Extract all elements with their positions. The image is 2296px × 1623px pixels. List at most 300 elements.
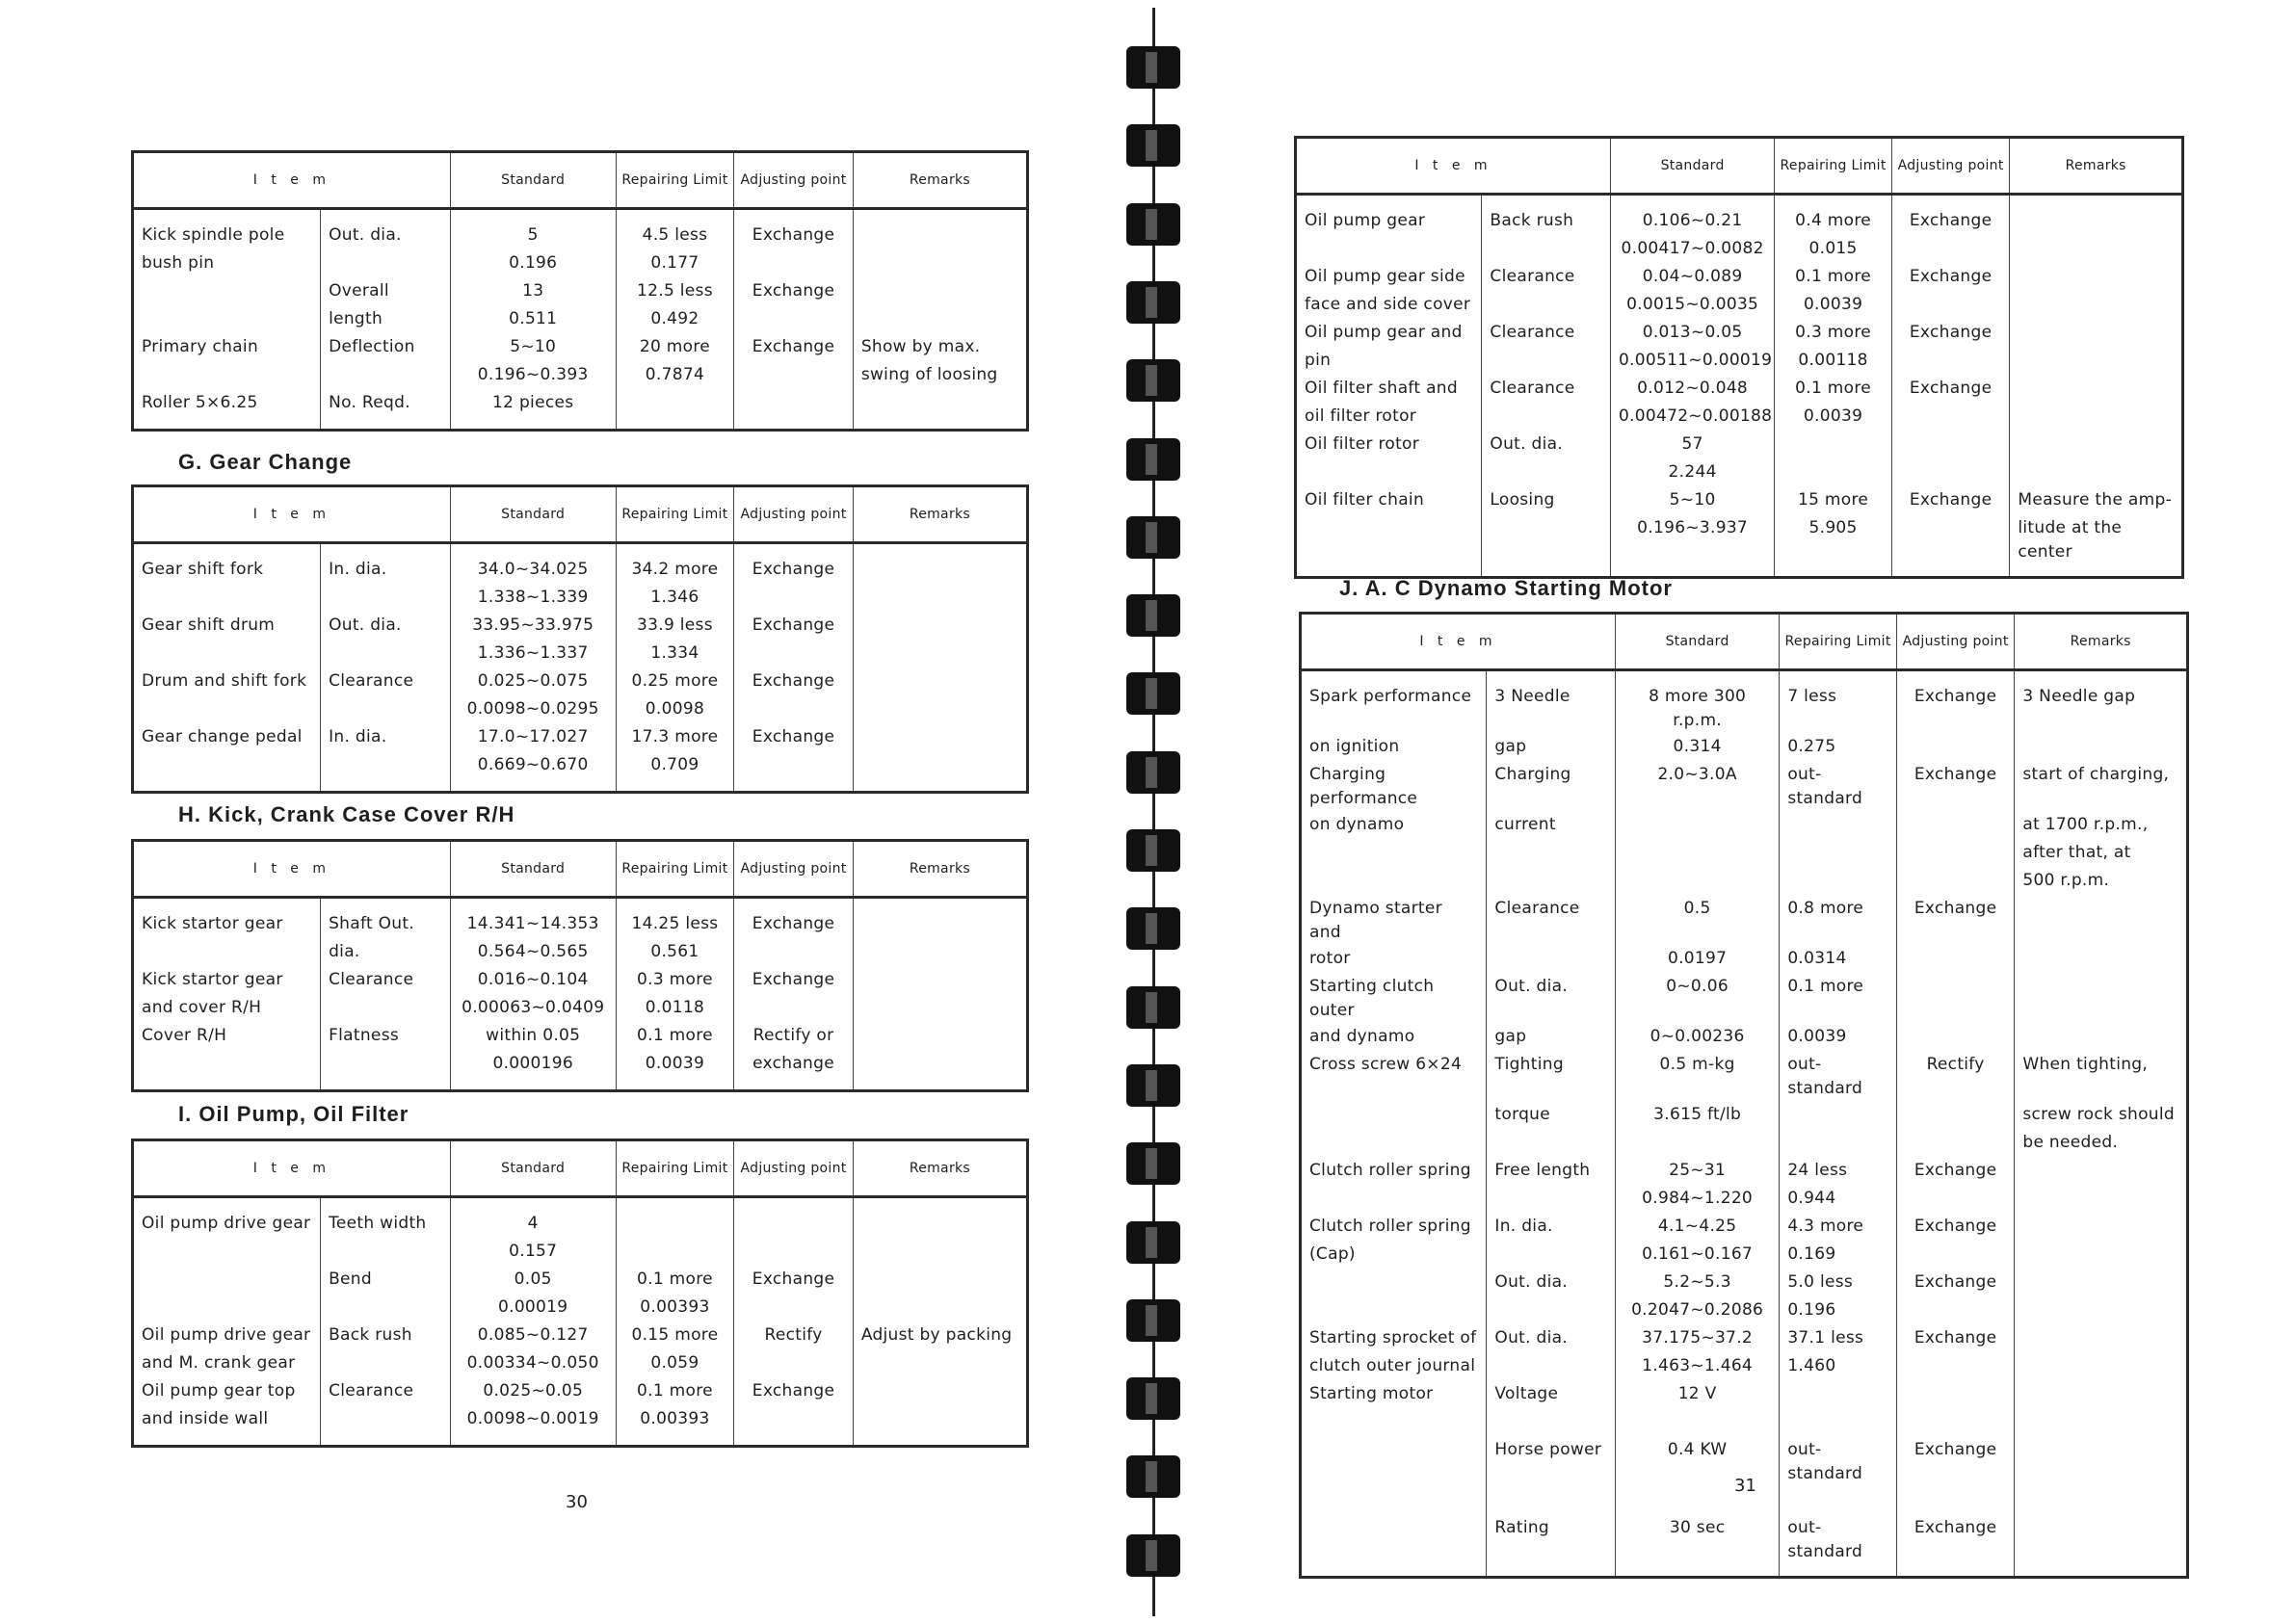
standard-cell: 8 more 300 r.p.m. <box>1615 670 1779 735</box>
standard-cell: 0.0098~0.0019 <box>450 1406 616 1447</box>
standard-cell: 25~31 <box>1615 1158 1779 1186</box>
remarks-cell <box>853 641 1027 668</box>
repairing-limit-cell: 0.15 more <box>616 1322 734 1350</box>
item-cell: clutch outer journal <box>1309 1356 1476 1375</box>
sub-item-cell: gap <box>1487 734 1616 762</box>
repairing-limit-cell: 0.0118 <box>616 995 734 1023</box>
standard-cell: 4.1~4.25 <box>1615 1214 1779 1242</box>
repairing-limit-cell: 0.0098 <box>616 696 734 724</box>
standard-cell: 0.05 <box>450 1267 616 1295</box>
repairing-limit-cell <box>1780 812 1897 840</box>
repairing-limit-cell: 0.015 <box>1775 236 1892 264</box>
adjusting-point-cell: Exchange <box>734 613 854 641</box>
remarks-cell: screw rock should <box>2015 1102 2188 1130</box>
standard-header: Standard <box>450 486 616 543</box>
right-page <box>1151 0 2296 1623</box>
adjusting-point-cell <box>1891 515 2009 578</box>
item-cell: (Cap) <box>1309 1244 1356 1264</box>
table-row <box>133 967 1028 995</box>
item-cell <box>1301 1487 1487 1515</box>
remarks-cell <box>853 1197 1027 1240</box>
remarks-header: Remarks <box>853 486 1027 543</box>
item-cell: Cross screw 6×24 <box>1309 1055 1463 1074</box>
standard-cell: 13 <box>450 278 616 306</box>
standard-cell: 0.196 <box>450 250 616 278</box>
repairing-limit-cell: 0.0039 <box>1780 1024 1897 1052</box>
standard-header: Standard <box>1615 614 1779 670</box>
table-row <box>133 1295 1028 1322</box>
header-row <box>133 841 1028 898</box>
item-cell: Oil pump gear side <box>1305 267 1465 286</box>
sub-item-cell <box>321 752 451 793</box>
remarks-cell <box>853 1378 1027 1406</box>
sub-item-cell: Free length <box>1487 1158 1616 1186</box>
repairing-limit-cell: 0.1 more <box>1775 264 1892 292</box>
repairing-limit-cell: 7 less <box>1780 670 1897 735</box>
standard-cell: 0.00334~0.050 <box>450 1350 616 1378</box>
standard-cell: 0.0197 <box>1615 946 1779 974</box>
sub-item-cell <box>321 696 451 724</box>
sub-item-cell <box>1487 840 1616 868</box>
table-f <box>131 150 1029 432</box>
table-row <box>1301 1130 2188 1158</box>
adjusting-point-cell <box>1896 840 2014 868</box>
item-cell: Starting sprocket of <box>1309 1328 1477 1348</box>
table-row <box>133 939 1028 967</box>
standard-cell: 0.016~0.104 <box>450 967 616 995</box>
sub-item-cell: Overall <box>321 278 451 306</box>
adjusting-point-cell <box>1891 292 2009 320</box>
remarks-header: Remarks <box>2015 614 2188 670</box>
standard-cell: 2.244 <box>1610 459 1774 487</box>
sub-item-cell: In. dia. <box>1487 1214 1616 1242</box>
repairing-limit-cell: 0.561 <box>616 939 734 967</box>
remarks-cell <box>853 543 1027 586</box>
section-title-j: J. A. C Dynamo Starting Motor <box>1339 576 1673 600</box>
standard-cell: 0.984~1.220 <box>1615 1186 1779 1214</box>
adjusting-point-cell <box>734 939 854 967</box>
table-row <box>133 209 1028 251</box>
adjusting-point-cell: Exchange <box>1891 264 2009 292</box>
remarks-cell <box>853 898 1027 940</box>
repairing-limit-cell: out-standard <box>1780 762 1897 812</box>
adjusting-point-cell <box>734 1406 854 1447</box>
standard-cell: 30 sec <box>1615 1515 1779 1578</box>
sub-item-cell: torque <box>1487 1102 1616 1130</box>
remarks-cell <box>2010 236 2183 264</box>
sub-item-cell: Clearance <box>321 967 451 995</box>
adjusting-point-cell <box>1891 432 2009 459</box>
table-row <box>1301 1186 2188 1214</box>
repairing-limit-cell <box>1780 1487 1897 1515</box>
table-row <box>1301 1297 2188 1325</box>
standard-cell: 0~0.00236 <box>1615 1024 1779 1052</box>
adjusting-point-cell <box>1896 1487 2014 1515</box>
table-row <box>1296 236 2183 264</box>
standard-cell: 0.012~0.048 <box>1610 376 1774 404</box>
adjusting-point-cell <box>734 752 854 793</box>
item-cell <box>1301 1102 1487 1130</box>
standard-cell: 1.463~1.464 <box>1615 1353 1779 1381</box>
standard-cell: 4 <box>450 1197 616 1240</box>
table-row <box>1296 404 2183 432</box>
header-row <box>1296 138 2183 195</box>
sub-item-cell: gap <box>1487 1024 1616 1052</box>
repairing-limit-cell <box>616 390 734 431</box>
remarks-cell <box>2015 1515 2188 1578</box>
sub-item-cell <box>1482 236 1611 264</box>
item-cell: Oil pump gear and <box>1305 323 1463 342</box>
table-g <box>131 484 1029 794</box>
repairing-limit-header: Repairing Limit <box>616 152 734 209</box>
sub-item-cell <box>1487 946 1616 974</box>
standard-cell: 5 <box>450 209 616 251</box>
table-row <box>133 1267 1028 1295</box>
sub-item-cell: Charging <box>1487 762 1616 812</box>
repairing-limit-cell: 14.25 less <box>616 898 734 940</box>
sub-item-cell: Teeth width <box>321 1197 451 1240</box>
sub-item-cell <box>321 362 451 390</box>
sub-item-cell: Back rush <box>321 1322 451 1350</box>
sub-item-cell: Out. dia. <box>321 613 451 641</box>
repairing-limit-cell: 4.3 more <box>1780 1214 1897 1242</box>
sub-item-cell <box>321 585 451 613</box>
item-cell <box>1296 515 1482 578</box>
item-cell: face and side cover <box>1305 295 1471 314</box>
remarks-cell <box>2015 1297 2188 1325</box>
adjusting-point-header: Adjusting point <box>734 1140 854 1197</box>
sub-item-cell <box>1487 1242 1616 1270</box>
item-cell: Gear shift fork <box>142 560 264 579</box>
repairing-limit-cell: out-standard <box>1780 1437 1897 1487</box>
item-cell: and inside wall <box>142 1409 269 1428</box>
item-cell: pin <box>1305 351 1332 370</box>
table-row <box>133 696 1028 724</box>
repairing-limit-cell: 4.5 less <box>616 209 734 251</box>
item-cell <box>1301 1130 1487 1158</box>
item-cell <box>133 641 321 668</box>
table-row <box>1296 376 2183 404</box>
standard-cell: 0.5 m-kg <box>1615 1052 1779 1102</box>
sub-item-cell: 3 Needle <box>1487 670 1616 735</box>
item-header: I t e m <box>133 841 451 898</box>
standard-cell: 0.157 <box>450 1239 616 1267</box>
item-cell <box>1301 1186 1487 1214</box>
sub-item-cell <box>321 1295 451 1322</box>
adjusting-point-cell: Exchange <box>1896 1437 2014 1487</box>
standard-header: Standard <box>450 1140 616 1197</box>
adjusting-point-cell: Exchange <box>734 898 854 940</box>
standard-header: Standard <box>450 841 616 898</box>
remarks-cell <box>853 1051 1027 1091</box>
repairing-limit-header: Repairing Limit <box>616 841 734 898</box>
table-row <box>1301 734 2188 762</box>
adjusting-point-cell: Exchange <box>1896 1214 2014 1242</box>
adjusting-point-cell <box>1896 1130 2014 1158</box>
repairing-limit-cell: 0.492 <box>616 306 734 334</box>
sub-item-cell <box>321 250 451 278</box>
item-cell: Oil filter rotor <box>1305 434 1420 454</box>
item-cell: on ignition <box>1309 737 1400 756</box>
repairing-limit-cell: 1.460 <box>1780 1353 1897 1381</box>
item-cell: Oil pump gear <box>1305 211 1426 230</box>
page-number-right: 31 <box>1734 1476 1756 1496</box>
sub-item-cell: Clearance <box>1482 264 1611 292</box>
repairing-limit-header: Repairing Limit <box>1775 138 1892 195</box>
adjusting-point-cell <box>1896 946 2014 974</box>
adjusting-point-header: Adjusting point <box>734 841 854 898</box>
sub-item-cell <box>1482 292 1611 320</box>
adjusting-point-cell <box>1896 734 2014 762</box>
sub-item-cell: Back rush <box>1482 195 1611 237</box>
item-cell: Oil pump drive gear <box>142 1325 311 1345</box>
table-row <box>133 1406 1028 1447</box>
adjusting-point-cell <box>1896 1353 2014 1381</box>
repairing-limit-cell: 0.3 more <box>1775 320 1892 348</box>
sub-item-cell <box>1482 459 1611 487</box>
table-row <box>133 1350 1028 1378</box>
sub-item-cell <box>1487 1130 1616 1158</box>
table-row <box>1301 1515 2188 1578</box>
repairing-limit-cell: 0.00118 <box>1775 348 1892 376</box>
table-row <box>133 995 1028 1023</box>
standard-cell: 0.013~0.05 <box>1610 320 1774 348</box>
adjusting-point-cell <box>734 362 854 390</box>
standard-cell: 0.04~0.089 <box>1610 264 1774 292</box>
item-cell: Dynamo starter and <box>1309 899 1442 942</box>
table-row <box>1301 974 2188 1024</box>
adjusting-point-cell <box>1896 1297 2014 1325</box>
item-cell <box>1296 459 1482 487</box>
repairing-limit-cell <box>616 1197 734 1240</box>
item-cell <box>1301 1270 1487 1297</box>
standard-cell: 37.175~37.2 <box>1615 1325 1779 1353</box>
item-cell: Starting motor <box>1309 1384 1434 1403</box>
repairing-limit-cell <box>1775 432 1892 459</box>
table-row <box>133 613 1028 641</box>
repairing-limit-cell <box>1780 868 1897 896</box>
adjusting-point-cell: Exchange <box>734 209 854 251</box>
left-page <box>0 0 1127 1623</box>
adjusting-point-cell: Exchange <box>734 724 854 752</box>
sub-item-cell: Clearance <box>321 1378 451 1406</box>
table-row <box>133 898 1028 940</box>
standard-cell: 0.669~0.670 <box>450 752 616 793</box>
standard-cell: 0.0015~0.0035 <box>1610 292 1774 320</box>
repairing-limit-cell <box>1775 459 1892 487</box>
table-row <box>1301 1381 2188 1409</box>
adjusting-point-cell: Exchange <box>1891 487 2009 515</box>
item-cell: Drum and shift fork <box>142 671 307 691</box>
table-row <box>1301 1242 2188 1270</box>
standard-cell <box>1615 840 1779 868</box>
table-i-continued <box>1294 136 2184 579</box>
standard-cell: 1.338~1.339 <box>450 585 616 613</box>
table-row <box>1296 320 2183 348</box>
item-cell <box>133 585 321 613</box>
item-header: I t e m <box>1301 614 1616 670</box>
table-row <box>1301 1353 2188 1381</box>
sub-item-cell: Shaft Out. <box>321 898 451 940</box>
remarks-cell <box>853 306 1027 334</box>
item-cell: Kick startor gear <box>142 970 283 989</box>
table-row <box>133 1322 1028 1350</box>
table-j <box>1299 612 2189 1579</box>
sub-item-cell <box>1487 1409 1616 1437</box>
repairing-limit-cell: 0.275 <box>1780 734 1897 762</box>
adjusting-point-cell <box>734 995 854 1023</box>
remarks-cell <box>853 967 1027 995</box>
item-cell: Kick spindle pole <box>142 225 285 245</box>
standard-cell: 34.0~34.025 <box>450 543 616 586</box>
standard-cell: 0.314 <box>1615 734 1779 762</box>
adjusting-point-cell <box>1896 1102 2014 1130</box>
remarks-cell <box>2015 1325 2188 1353</box>
repairing-limit-header: Repairing Limit <box>616 486 734 543</box>
standard-cell: 17.0~17.027 <box>450 724 616 752</box>
item-cell: Cover R/H <box>142 1026 227 1045</box>
remarks-cell <box>2010 320 2183 348</box>
adjusting-point-cell <box>1896 1409 2014 1437</box>
item-cell: Oil pump drive gear <box>142 1214 311 1233</box>
remarks-cell: start of charging, <box>2015 762 2188 812</box>
page-number-left: 30 <box>566 1492 588 1512</box>
remarks-cell <box>853 1023 1027 1051</box>
item-cell: and cover R/H <box>142 998 262 1017</box>
item-cell: Spark performance <box>1309 687 1472 706</box>
table-row <box>1301 762 2188 812</box>
adjusting-point-header: Adjusting point <box>1891 138 2009 195</box>
remarks-cell <box>853 1350 1027 1378</box>
remarks-cell <box>2010 404 2183 432</box>
sub-item-cell: Clearance <box>1487 896 1616 946</box>
standard-cell <box>1615 812 1779 840</box>
sub-item-cell <box>321 641 451 668</box>
sub-item-cell: Loosing <box>1482 487 1611 515</box>
table-row <box>133 1197 1028 1240</box>
repairing-limit-cell: 20 more <box>616 334 734 362</box>
table-row <box>133 641 1028 668</box>
repairing-limit-cell: 0.169 <box>1780 1242 1897 1270</box>
item-cell: Starting clutch outer <box>1309 977 1435 1020</box>
table-row <box>1296 195 2183 237</box>
repairing-limit-cell: 0.1 more <box>616 1023 734 1051</box>
repairing-limit-cell <box>1780 1409 1897 1437</box>
sub-item-cell: dia. <box>321 939 451 967</box>
repairing-limit-cell <box>616 1239 734 1267</box>
adjusting-point-cell <box>734 585 854 613</box>
repairing-limit-cell: 0.00393 <box>616 1295 734 1322</box>
adjusting-point-cell <box>1891 236 2009 264</box>
remarks-cell <box>853 668 1027 696</box>
repairing-limit-cell: 5.0 less <box>1780 1270 1897 1297</box>
table-row <box>133 250 1028 278</box>
standard-cell <box>1615 1130 1779 1158</box>
item-header: I t e m <box>133 486 451 543</box>
sub-item-cell: Out. dia. <box>1487 1270 1616 1297</box>
remarks-cell <box>2015 1270 2188 1297</box>
remarks-cell: litude at the center <box>2010 515 2183 578</box>
sub-item-cell: length <box>321 306 451 334</box>
sub-item-cell <box>321 995 451 1023</box>
remarks-header: Remarks <box>853 1140 1027 1197</box>
standard-cell: 0.2047~0.2086 <box>1615 1297 1779 1325</box>
item-cell: Oil filter shaft and <box>1305 379 1458 398</box>
adjusting-point-cell <box>1896 812 2014 840</box>
table-row <box>133 306 1028 334</box>
table-row <box>133 334 1028 362</box>
repairing-limit-cell: 0.1 more <box>1775 376 1892 404</box>
table-row <box>1296 348 2183 376</box>
sub-item-cell: Horse power <box>1487 1437 1616 1487</box>
item-cell <box>133 1267 321 1295</box>
table-row <box>1296 432 2183 459</box>
table-row <box>1301 812 2188 840</box>
repairing-limit-cell <box>1780 1381 1897 1409</box>
sub-item-cell: Out. dia. <box>321 209 451 251</box>
item-cell <box>1301 840 1487 868</box>
adjusting-point-header: Adjusting point <box>734 486 854 543</box>
adjusting-point-cell <box>734 306 854 334</box>
standard-cell: 0.0098~0.0295 <box>450 696 616 724</box>
table-row <box>1301 946 2188 974</box>
item-cell: bush pin <box>142 253 215 273</box>
remarks-cell <box>2015 1353 2188 1381</box>
adjusting-point-cell <box>734 1350 854 1378</box>
item-header: I t e m <box>133 1140 451 1197</box>
sub-item-cell: Voltage <box>1487 1381 1616 1409</box>
table-row <box>1301 1325 2188 1353</box>
item-cell: Primary chain <box>142 337 259 356</box>
adjusting-point-cell: Exchange <box>1891 376 2009 404</box>
item-cell <box>133 1295 321 1322</box>
table-row <box>1296 459 2183 487</box>
standard-cell: 5~10 <box>450 334 616 362</box>
remarks-cell <box>853 278 1027 306</box>
remarks-cell: 3 Needle gap <box>2015 670 2188 735</box>
repairing-limit-cell: 0.1 more <box>616 1378 734 1406</box>
sub-item-cell: Rating <box>1487 1515 1616 1578</box>
remarks-cell: Show by max. <box>853 334 1027 362</box>
standard-cell: 33.95~33.975 <box>450 613 616 641</box>
adjusting-point-cell: Rectify <box>734 1322 854 1350</box>
adjusting-point-cell: Exchange <box>1896 762 2014 812</box>
adjusting-point-cell: Exchange <box>734 334 854 362</box>
standard-cell: 0.00511~0.00019 <box>1610 348 1774 376</box>
table-row <box>133 390 1028 431</box>
adjusting-point-cell <box>734 1197 854 1240</box>
sub-item-cell: Clearance <box>1482 376 1611 404</box>
repairing-limit-cell: 0.709 <box>616 752 734 793</box>
remarks-header: Remarks <box>853 841 1027 898</box>
table-row <box>133 543 1028 586</box>
sub-item-cell <box>1487 1186 1616 1214</box>
adjusting-point-cell <box>734 1295 854 1322</box>
standard-cell: 0~0.06 <box>1615 974 1779 1024</box>
header-row <box>1301 614 2188 670</box>
repairing-limit-header: Repairing Limit <box>1780 614 1897 670</box>
sub-item-cell <box>1487 1487 1616 1515</box>
adjusting-point-cell: Exchange <box>1896 1158 2014 1186</box>
item-cell <box>133 939 321 967</box>
adjusting-point-cell: exchange <box>734 1051 854 1091</box>
adjusting-point-cell <box>1891 459 2009 487</box>
repairing-limit-cell <box>1780 840 1897 868</box>
sub-item-cell: Tighting <box>1487 1052 1616 1102</box>
repairing-limit-cell: 0.0039 <box>1775 292 1892 320</box>
repairing-limit-cell: 17.3 more <box>616 724 734 752</box>
adjusting-point-cell: Exchange <box>1891 195 2009 237</box>
